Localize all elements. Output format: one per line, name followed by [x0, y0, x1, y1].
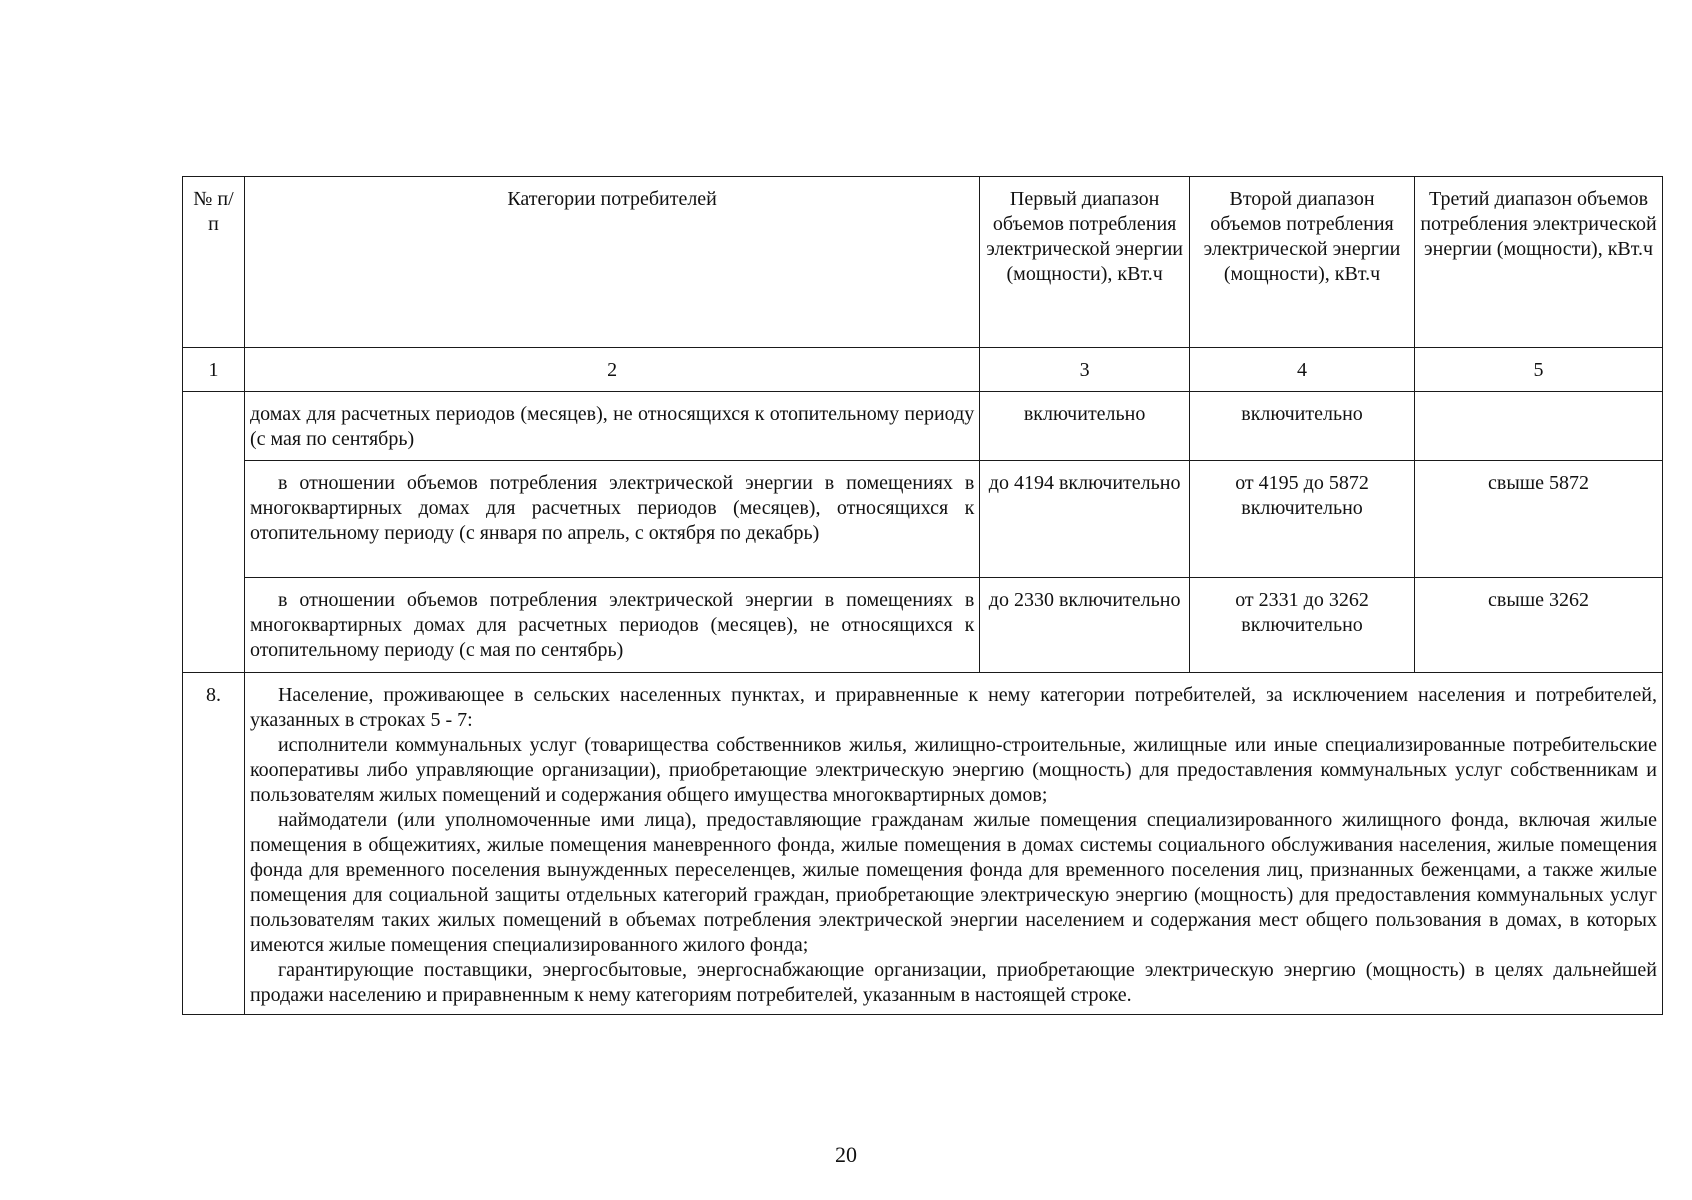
column-number: 3 [980, 348, 1190, 392]
row-number-cell: 8. [183, 673, 245, 1015]
range-2-cell: включительно [1189, 392, 1414, 461]
column-number: 4 [1189, 348, 1414, 392]
header-range-2: Второй диапазон объемов потребления электрической энергии (мощности), кВт.ч [1189, 177, 1414, 348]
category-cell: в отношении объемов потребления электрической энергии в помещениях в многоквартирных домах для расчетных периодов (месяцев), относящихся к отопительному периоду (с января по апрель, с октября по декабрь) [244, 461, 979, 578]
column-number: 5 [1415, 348, 1663, 392]
description-paragraph: гарантирующие поставщики, энергосбытовые, энергоснабжающие организации, приобретающие электрическую энергию (мощность) в целях дальнейшей продажи населению и приравненным к нему категориям потребителей, указанным в настоящей строке. [249, 959, 1657, 1006]
description-paragraph: наймодатели (или уполномоченные ими лица), предоставляющие гражданам жилые помещения специализированного жилищного фонда, включая жилые помещения в общежитиях, жилые помещения маневренного фонда, жилые помещения в домах системы социального обслуживания населения, жилые помещения фонда для временного поселения вынужденных переселенцев, жилые помещения фонда для временного поселения лиц, признанных беженцами, а также жилые помещения для социальной защиты отдельных категорий граждан, приобретающие электрическую энергию (мощность) для предоставления коммунальных услуг пользователям таких жилых помещений в объемах потребления электрической энергии населением и содержания мест общего пользования в домах, в которых имеются жилые помещения специализированного жилого фонда; [249, 809, 1657, 956]
table-row [183, 461, 1663, 578]
table-row [183, 578, 1663, 673]
range-1-cell: до 4194 включительно [980, 461, 1190, 578]
header-category: Категории потребителей [244, 177, 979, 348]
column-number-row [183, 348, 1663, 392]
page-number: 20 [835, 1142, 857, 1167]
column-number: 1 [183, 348, 245, 392]
range-3-cell [1415, 392, 1663, 461]
category-cell: в отношении объемов потребления электрической энергии в помещениях в многоквартирных домах для расчетных периодов (месяцев), не относящихся к отопительному периоду (с мая по сентябрь) [244, 578, 979, 673]
table-header-row [183, 177, 1663, 348]
header-range-3: Третий диапазон объемов потребления электрической энергии (мощности), кВт.ч [1415, 177, 1663, 348]
table-row-8 [183, 673, 1663, 1015]
category-cell: домах для расчетных периодов (месяцев), не относящихся к отопительному периоду (с мая по сентябрь) [244, 392, 979, 461]
range-1-cell: до 2330 включительно [980, 578, 1190, 673]
row-8-description [244, 673, 1662, 1015]
range-3-cell: свыше 5872 [1415, 461, 1663, 578]
tariff-table [182, 176, 1663, 1015]
range-2-cell: от 2331 до 3262 включительно [1189, 578, 1414, 673]
header-range-1: Первый диапазон объемов потребления электрической энергии (мощности), кВт.ч [980, 177, 1190, 348]
column-number: 2 [244, 348, 979, 392]
row-number-cell [183, 392, 245, 673]
range-3-cell: свыше 3262 [1415, 578, 1663, 673]
header-number: № п/п [183, 177, 245, 348]
range-2-cell: от 4195 до 5872 включительно [1189, 461, 1414, 578]
table-row [183, 392, 1663, 461]
range-1-cell: включительно [980, 392, 1190, 461]
description-paragraph: исполнители коммунальных услуг (товарищества собственников жилья, жилищно-строительные, жилищные или иные специализированные потребительские кооперативы либо управляющие организации), приобретающие электрическую энергию (мощность) для предоставления коммунальных услуг собственникам и пользователям жилых помещений и содержания общего имущества многоквартирных домов; [249, 734, 1657, 806]
description-paragraph: Население, проживающее в сельских населенных пунктах, и приравненные к нему категории потребителей, за исключением населения и потребителей, указанных в строках 5 - 7: [249, 684, 1657, 731]
